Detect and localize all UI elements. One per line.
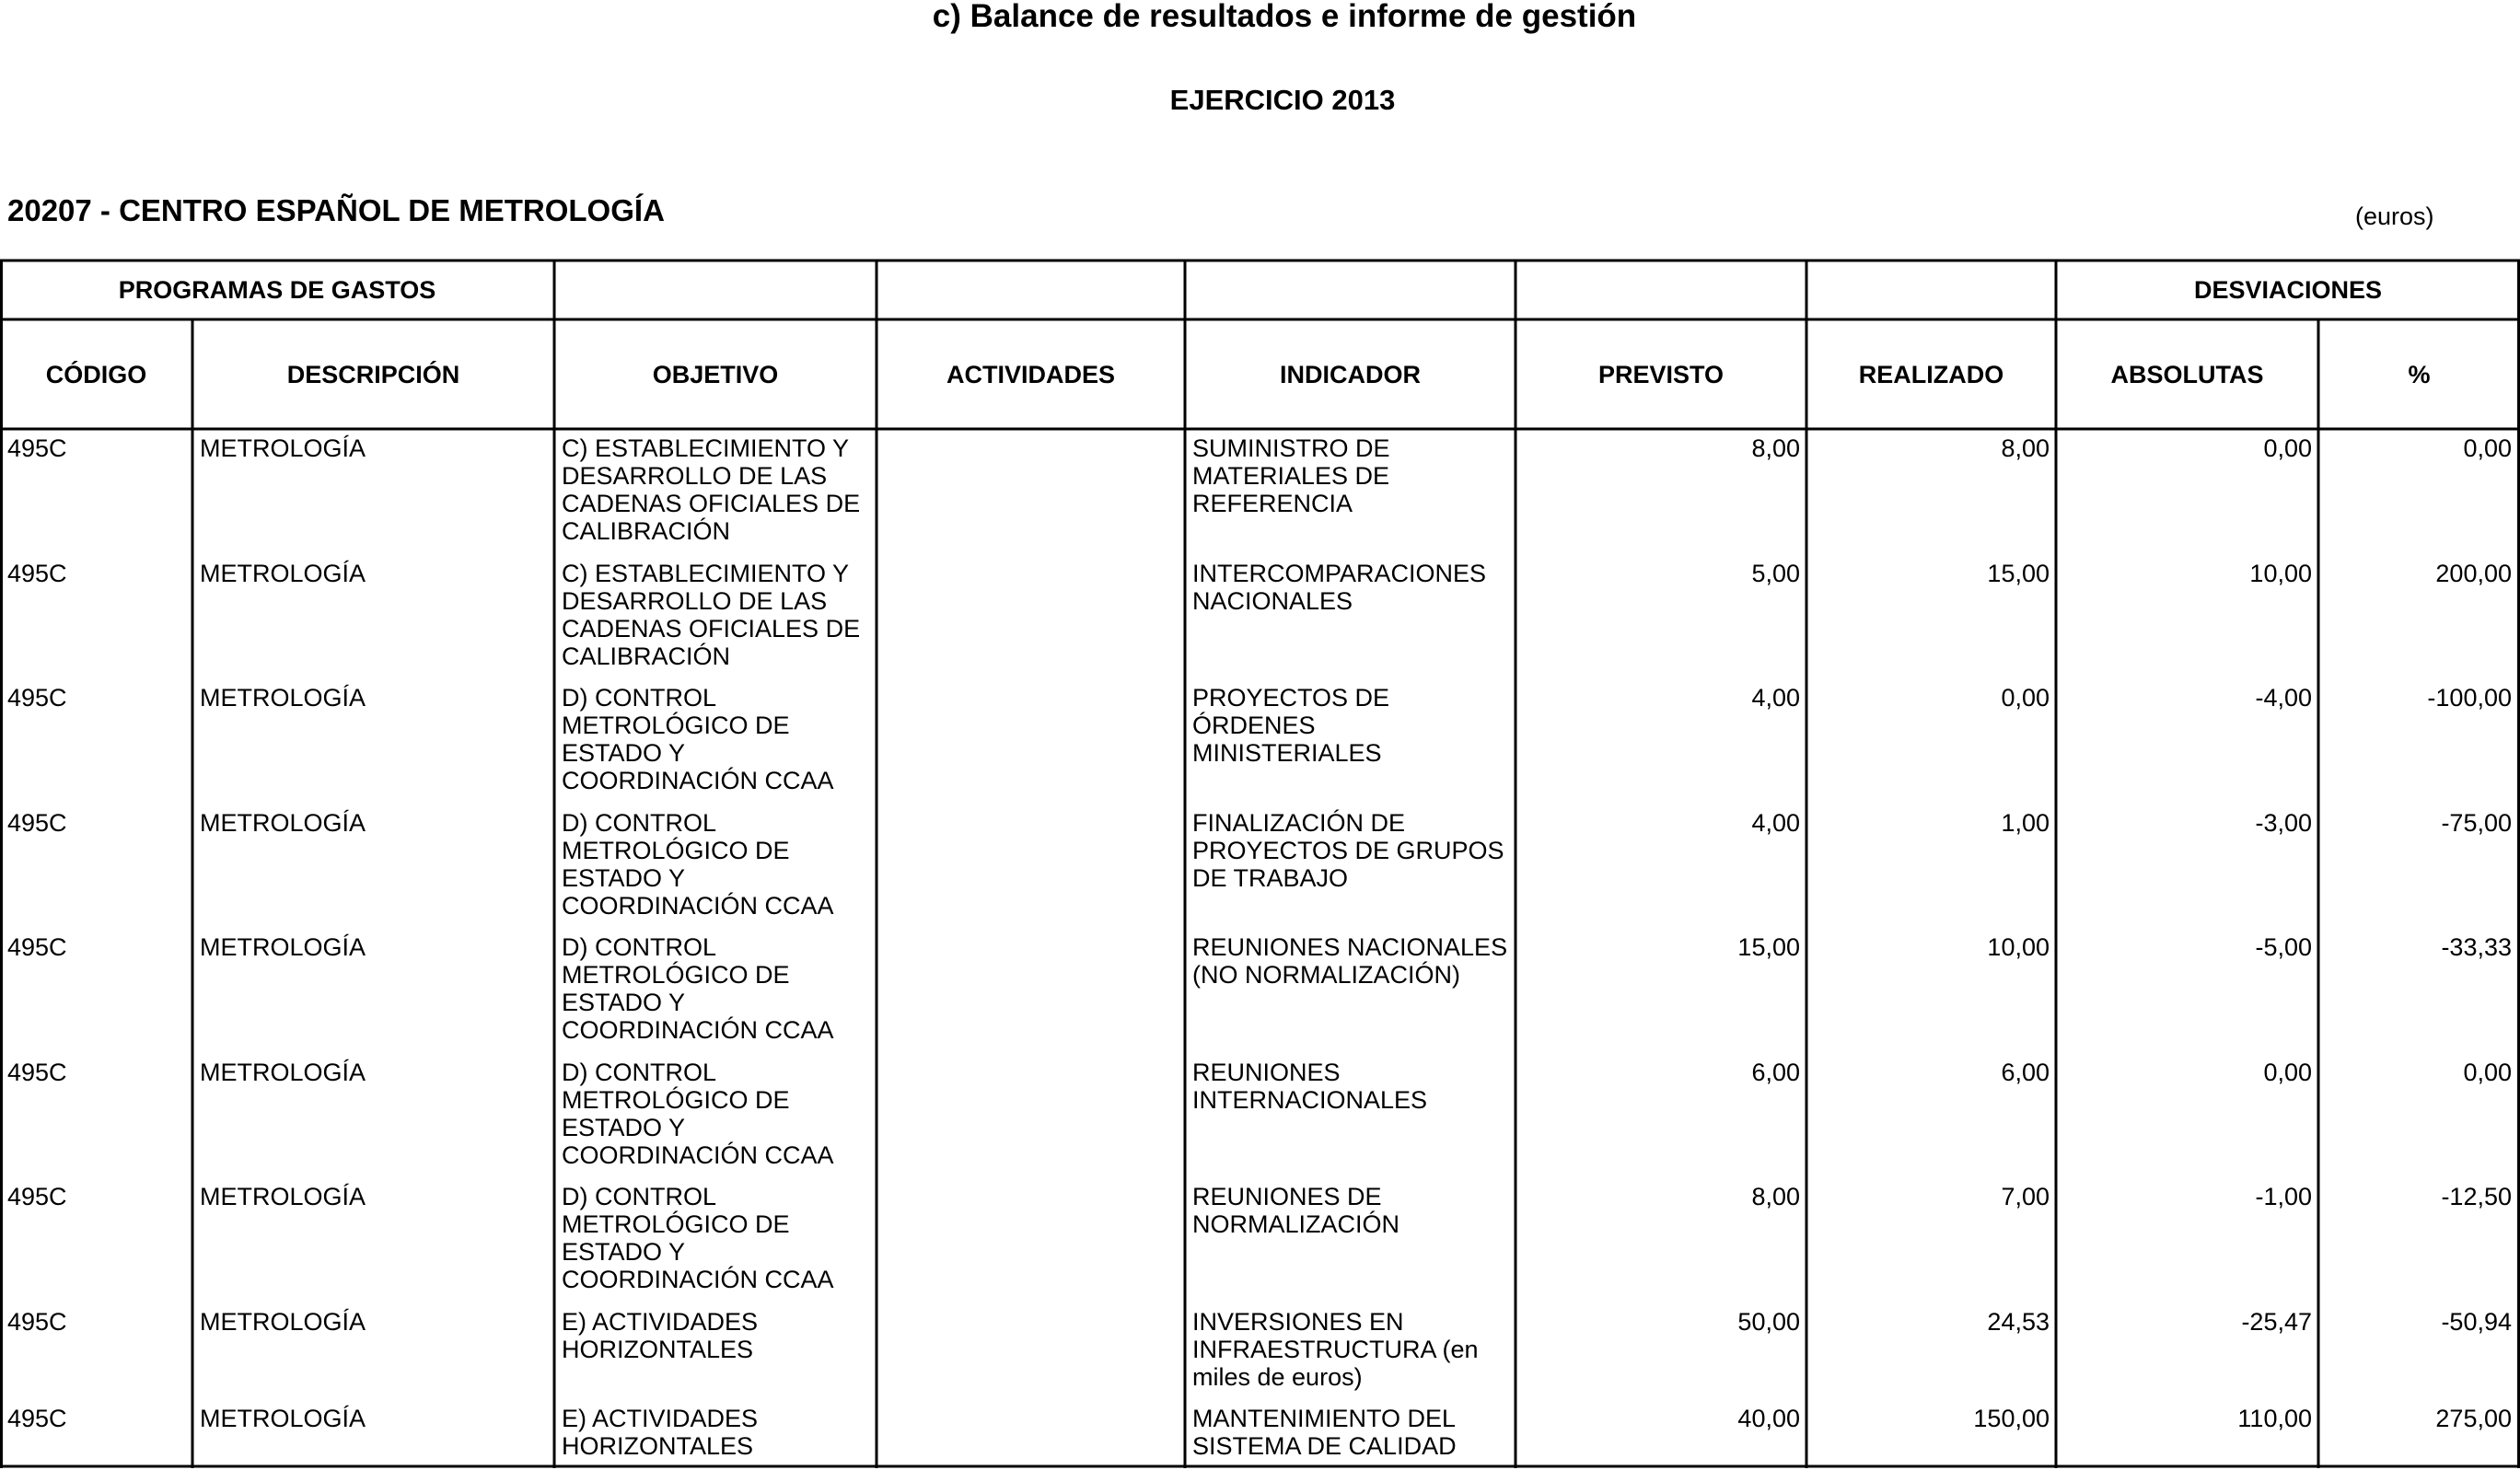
table-cell-codigo: 495C [7,1059,67,1086]
table-cell-indicador: NACIONALES [1192,587,1353,615]
table-cell-codigo: 495C [7,560,67,587]
table-cell-objetivo: ESTADO Y [562,864,686,892]
table-cell-codigo: 495C [7,1405,67,1432]
table-cell-indicador: REUNIONES DE [1192,1183,1382,1210]
table-cell-porcentaje: -33,33 [2441,933,2512,961]
table-cell-indicador: PROYECTOS DE GRUPOS [1192,837,1504,864]
group-header-desviaciones: DESVIACIONES [2193,276,2383,304]
table-cell-objetivo: HORIZONTALES [562,1336,754,1363]
table-cell-realizado: 24,53 [1987,1308,2050,1336]
table-cell-previsto: 8,00 [1751,434,1800,462]
table-cell-realizado: 8,00 [2001,434,2050,462]
table-cell-objetivo: METROLÓGICO DE [562,1210,790,1238]
table-cell-descripcion: METROLOGÍA [200,560,366,587]
table-cell-descripcion: METROLOGÍA [200,684,366,712]
table-cell-porcentaje: 200,00 [2435,560,2512,587]
table-cell-codigo: 495C [7,1308,67,1336]
column-header-absolutas: ABSOLUTAS [2110,361,2264,388]
table-cell-realizado: 15,00 [1987,560,2050,587]
table-cell-absolutas: -25,47 [2241,1308,2312,1336]
table-cell-objetivo: COORDINACIÓN CCAA [562,1016,834,1044]
table-cell-indicador: MATERIALES DE [1192,462,1390,490]
table-cell-objetivo: DESARROLLO DE LAS [562,462,828,490]
table-cell-indicador: INFRAESTRUCTURA (en [1192,1336,1479,1363]
table-cell-objetivo: CALIBRACIÓN [562,642,731,670]
table-cell-descripcion: METROLOGÍA [200,434,366,462]
table-cell-objetivo: HORIZONTALES [562,1432,754,1460]
table-cell-porcentaje: -100,00 [2427,684,2512,712]
table-cell-objetivo: E) ACTIVIDADES [562,1405,759,1432]
document-subtitle: EJERCICIO 2013 [1169,84,1396,116]
table-cell-objetivo: D) CONTROL [562,684,716,712]
table-cell-indicador: SUMINISTRO DE [1192,434,1390,462]
table-cell-indicador: MINISTERIALES [1192,739,1382,767]
table-cell-objetivo: C) ESTABLECIMIENTO Y [562,434,850,462]
column-header-descripcion: DESCRIPCIÓN [286,361,460,388]
entity-name: 20207 - CENTRO ESPAÑOL DE METROLOGÍA [7,193,665,227]
table-cell-descripcion: METROLOGÍA [200,1183,366,1210]
table-cell-objetivo: DESARROLLO DE LAS [562,587,828,615]
table-cell-indicador: PROYECTOS DE [1192,684,1390,712]
table-cell-descripcion: METROLOGÍA [200,809,366,837]
table-cell-porcentaje: -12,50 [2441,1183,2512,1210]
column-header-porcentaje: % [2408,361,2431,388]
table-cell-objetivo: D) CONTROL [562,1183,716,1210]
table-cell-realizado: 1,00 [2001,809,2050,837]
table-cell-previsto: 4,00 [1751,684,1800,712]
table-cell-objetivo: ESTADO Y [562,739,686,767]
table-cell-descripcion: METROLOGÍA [200,1308,366,1336]
table-cell-objetivo: CADENAS OFICIALES DE [562,490,861,517]
table-cell-objetivo: ESTADO Y [562,989,686,1016]
table-cell-realizado: 7,00 [2001,1183,2050,1210]
table-cell-indicador: REUNIONES [1192,1059,1341,1086]
table-cell-objetivo: COORDINACIÓN CCAA [562,892,834,920]
table-cell-objetivo: D) CONTROL [562,933,716,961]
table-cell-previsto: 50,00 [1737,1308,1800,1336]
table-cell-indicador: INTERCOMPARACIONES [1192,560,1487,587]
table-cell-objetivo: METROLÓGICO DE [562,712,790,739]
table-cell-realizado: 10,00 [1987,933,2050,961]
table-cell-objetivo: D) CONTROL [562,809,716,837]
table-cell-objetivo: C) ESTABLECIMIENTO Y [562,560,850,587]
column-header-actividades: ACTIVIDADES [946,361,1115,388]
currency-note: (euros) [2355,203,2434,230]
table-cell-objetivo: COORDINACIÓN CCAA [562,1266,834,1293]
table-cell-objetivo: E) ACTIVIDADES [562,1308,759,1336]
table-cell-objetivo: CADENAS OFICIALES DE [562,615,861,642]
column-header-realizado: REALIZADO [1858,361,2004,388]
table-cell-objetivo: COORDINACIÓN CCAA [562,1141,834,1169]
table-cell-absolutas: 0,00 [2263,1059,2312,1086]
table-cell-objetivo: METROLÓGICO DE [562,961,790,989]
table-cell-absolutas: 10,00 [2249,560,2312,587]
table-cell-previsto: 6,00 [1751,1059,1800,1086]
table-cell-objetivo: ESTADO Y [562,1238,686,1266]
table-cell-codigo: 495C [7,933,67,961]
table-cell-indicador: FINALIZACIÓN DE [1192,809,1406,837]
table-cell-indicador: NORMALIZACIÓN [1192,1210,1400,1238]
table-cell-previsto: 8,00 [1751,1183,1800,1210]
table-cell-porcentaje: -50,94 [2441,1308,2512,1336]
table-cell-previsto: 5,00 [1751,560,1800,587]
table-cell-absolutas: 0,00 [2263,434,2312,462]
table-cell-absolutas: -1,00 [2255,1183,2312,1210]
table-cell-realizado: 0,00 [2001,684,2050,712]
table-cell-codigo: 495C [7,1183,67,1210]
table-cell-porcentaje: -75,00 [2441,809,2512,837]
table-cell-absolutas: 110,00 [2237,1405,2312,1432]
group-header-programas: PROGRAMAS DE GASTOS [118,276,436,304]
table-cell-descripcion: METROLOGÍA [200,1059,366,1086]
table-cell-objetivo: METROLÓGICO DE [562,837,790,864]
table-cell-objetivo: CALIBRACIÓN [562,517,731,545]
table-cell-indicador: REUNIONES NACIONALES [1192,933,1508,961]
table-cell-indicador: miles de euros) [1192,1363,1363,1391]
table-cell-absolutas: -3,00 [2255,809,2312,837]
table-cell-codigo: 495C [7,684,67,712]
table-cell-indicador: (NO NORMALIZACIÓN) [1192,961,1461,989]
table-cell-descripcion: METROLOGÍA [200,1405,366,1432]
table-cell-objetivo: COORDINACIÓN CCAA [562,767,834,794]
table-cell-codigo: 495C [7,434,67,462]
table-cell-realizado: 150,00 [1973,1405,2050,1432]
table-cell-objetivo: ESTADO Y [562,1114,686,1141]
table-cell-indicador: ÓRDENES [1192,712,1316,739]
table-cell-indicador: INTERNACIONALES [1192,1086,1428,1114]
column-header-codigo: CÓDIGO [45,361,147,388]
table-cell-indicador: MANTENIMIENTO DEL [1192,1405,1457,1432]
table-cell-absolutas: -5,00 [2255,933,2312,961]
table-cell-porcentaje: 0,00 [2463,434,2512,462]
table-cell-previsto: 4,00 [1751,809,1800,837]
table-cell-indicador: INVERSIONES EN [1192,1308,1404,1336]
document-title: c) Balance de resultados e informe de gestión [932,0,1637,34]
table-cell-objetivo: D) CONTROL [562,1059,716,1086]
table-cell-absolutas: -4,00 [2255,684,2312,712]
table-cell-previsto: 40,00 [1737,1405,1800,1432]
table-cell-indicador: REFERENCIA [1192,490,1353,517]
table-cell-codigo: 495C [7,809,67,837]
table-cell-objetivo: METROLÓGICO DE [562,1086,790,1114]
table-cell-previsto: 15,00 [1737,933,1800,961]
table-cell-indicador: SISTEMA DE CALIDAD [1192,1432,1457,1460]
column-header-indicador: INDICADOR [1280,361,1421,388]
table-cell-realizado: 6,00 [2001,1059,2050,1086]
table-cell-descripcion: METROLOGÍA [200,933,366,961]
table-cell-indicador: DE TRABAJO [1192,864,1349,892]
table-cell-porcentaje: 275,00 [2435,1405,2512,1432]
table-cell-porcentaje: 0,00 [2463,1059,2512,1086]
column-header-previsto: PREVISTO [1597,361,1725,388]
column-header-objetivo: OBJETIVO [652,361,779,388]
